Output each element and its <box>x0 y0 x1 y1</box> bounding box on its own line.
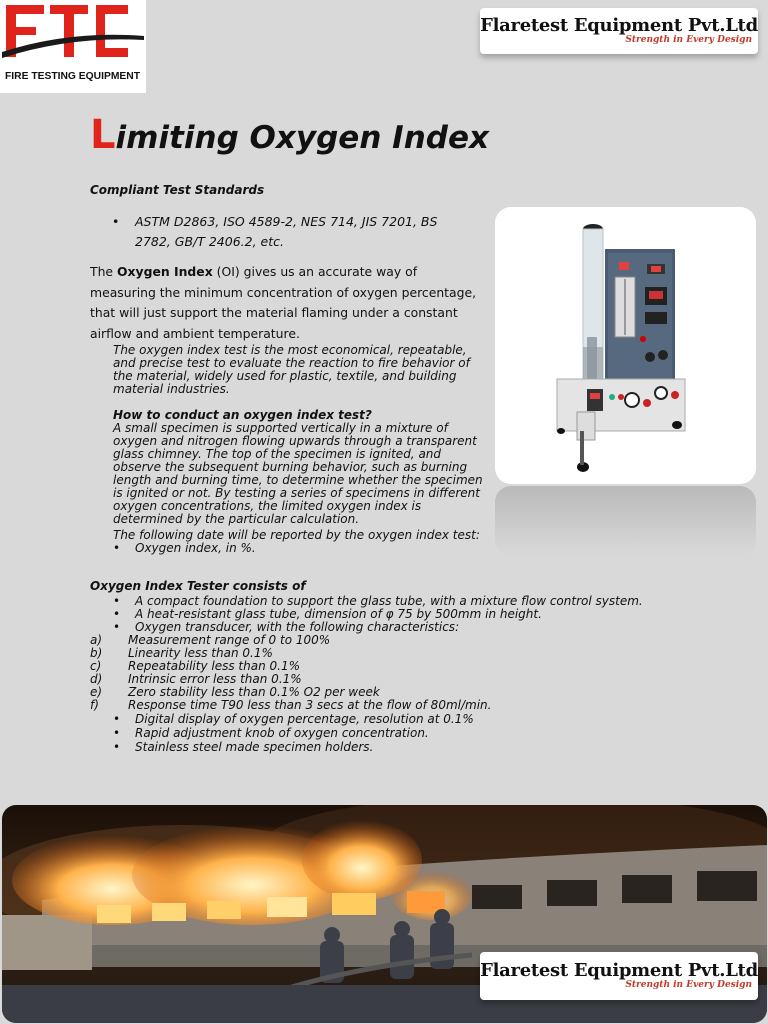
intro-after: (OI) gives us an accurate way of measuring the minimum concentration of oxygen percentage, that will just support the material flaming under a constant airflow and ambient temperature. <box>90 264 477 341</box>
brand-name: Flaretest Equipment Pvt.Ltd <box>480 15 758 36</box>
standards-heading: Compliant Test Standards <box>90 183 265 197</box>
intro-paragraph <box>90 262 485 344</box>
title-first-letter: L <box>90 112 116 158</box>
consists-item-text: Oxygen transducer, with the following characteristics: <box>135 620 460 634</box>
company-logo <box>0 0 146 93</box>
list-marker: e) <box>90 685 103 699</box>
bullet: • <box>112 214 120 229</box>
report-item-text: Oxygen index, in %. <box>135 541 256 555</box>
consists-heading: Oxygen Index Tester consists of <box>90 579 306 593</box>
bullet: • <box>113 620 121 634</box>
brand-card-top <box>480 8 758 54</box>
bullet: • <box>113 541 121 555</box>
list-marker: f) <box>90 698 99 712</box>
logo-caption: FIRE TESTING EQUIPMENT <box>5 71 141 82</box>
characteristic-text: Zero stability less than 0.1% O2 per week <box>128 685 380 699</box>
characteristic-text: Measurement range of 0 to 100% <box>128 633 331 647</box>
standards-item <box>112 212 472 252</box>
bullet: • <box>113 740 121 754</box>
bullet: • <box>113 607 121 621</box>
intro-before: The <box>90 264 117 279</box>
brand-name: Flaretest Equipment Pvt.Ltd <box>480 960 758 981</box>
characteristic-text: Response time T90 less than 3 secs at the flow of 80ml/min. <box>128 698 492 712</box>
economical-paragraph: The oxygen index test is the most economical, repeatable, and precise test to evaluate the reaction to fire behavior of the material, widely used for plastic, textile, and building material industries. <box>113 343 470 396</box>
brand-tagline: Strength in Every Design <box>625 35 752 45</box>
list-marker: b) <box>90 646 103 660</box>
product-reflection <box>495 486 756 556</box>
characteristic-text: Repeatability less than 0.1% <box>128 659 300 673</box>
characteristic-text: Linearity less than 0.1% <box>128 646 273 660</box>
howto-heading: How to conduct an oxygen index test? <box>113 408 372 422</box>
product-image <box>495 207 756 484</box>
title-rest: imiting Oxygen Index <box>115 120 489 156</box>
brand-tagline: Strength in Every Design <box>625 980 752 990</box>
consists-item-text: A heat-resistant glass tube, dimension of φ 75 by 500mm in height. <box>135 607 542 621</box>
bullet: • <box>113 712 121 726</box>
bullet: • <box>113 594 121 608</box>
list-marker: d) <box>90 672 103 686</box>
intro-bold-term: Oxygen Index <box>116 264 213 279</box>
list-marker: c) <box>90 659 102 673</box>
consists-item-text: Digital display of oxygen percentage, resolution at 0.1% <box>135 712 474 726</box>
consists-item-text: Rapid adjustment knob of oxygen concentration. <box>135 726 429 740</box>
standards-item-text: ASTM D2863, ISO 4589-2, NES 714, JIS 7201, BS 2782, GB/T 2406.2, etc. <box>135 214 438 249</box>
list-marker: a) <box>90 633 103 647</box>
howto-paragraph: A small specimen is supported vertically in a mixture of oxygen and nitrogen flowing upwards through a transparent glass chimney. The top of the specimen is ignited, and observe the subsequent burning behavior, such as burning length and burning time, to determine whether the specimen is ignited or not. By testing a series of specimens in different oxygen concentrations, the limited oxygen index is determined by the particular calculation. <box>113 421 483 526</box>
brand-card-bottom <box>480 952 758 1000</box>
report-intro: The following date will be reported by the oxygen index test: <box>113 528 480 542</box>
page-title <box>90 112 489 158</box>
consists-item-text: Stainless steel made specimen holders. <box>135 740 374 754</box>
consists-item-text: A compact foundation to support the glass tube, with a mixture flow control system. <box>135 594 643 608</box>
characteristic-text: Intrinsic error less than 0.1% <box>128 672 302 686</box>
bullet: • <box>113 726 121 740</box>
